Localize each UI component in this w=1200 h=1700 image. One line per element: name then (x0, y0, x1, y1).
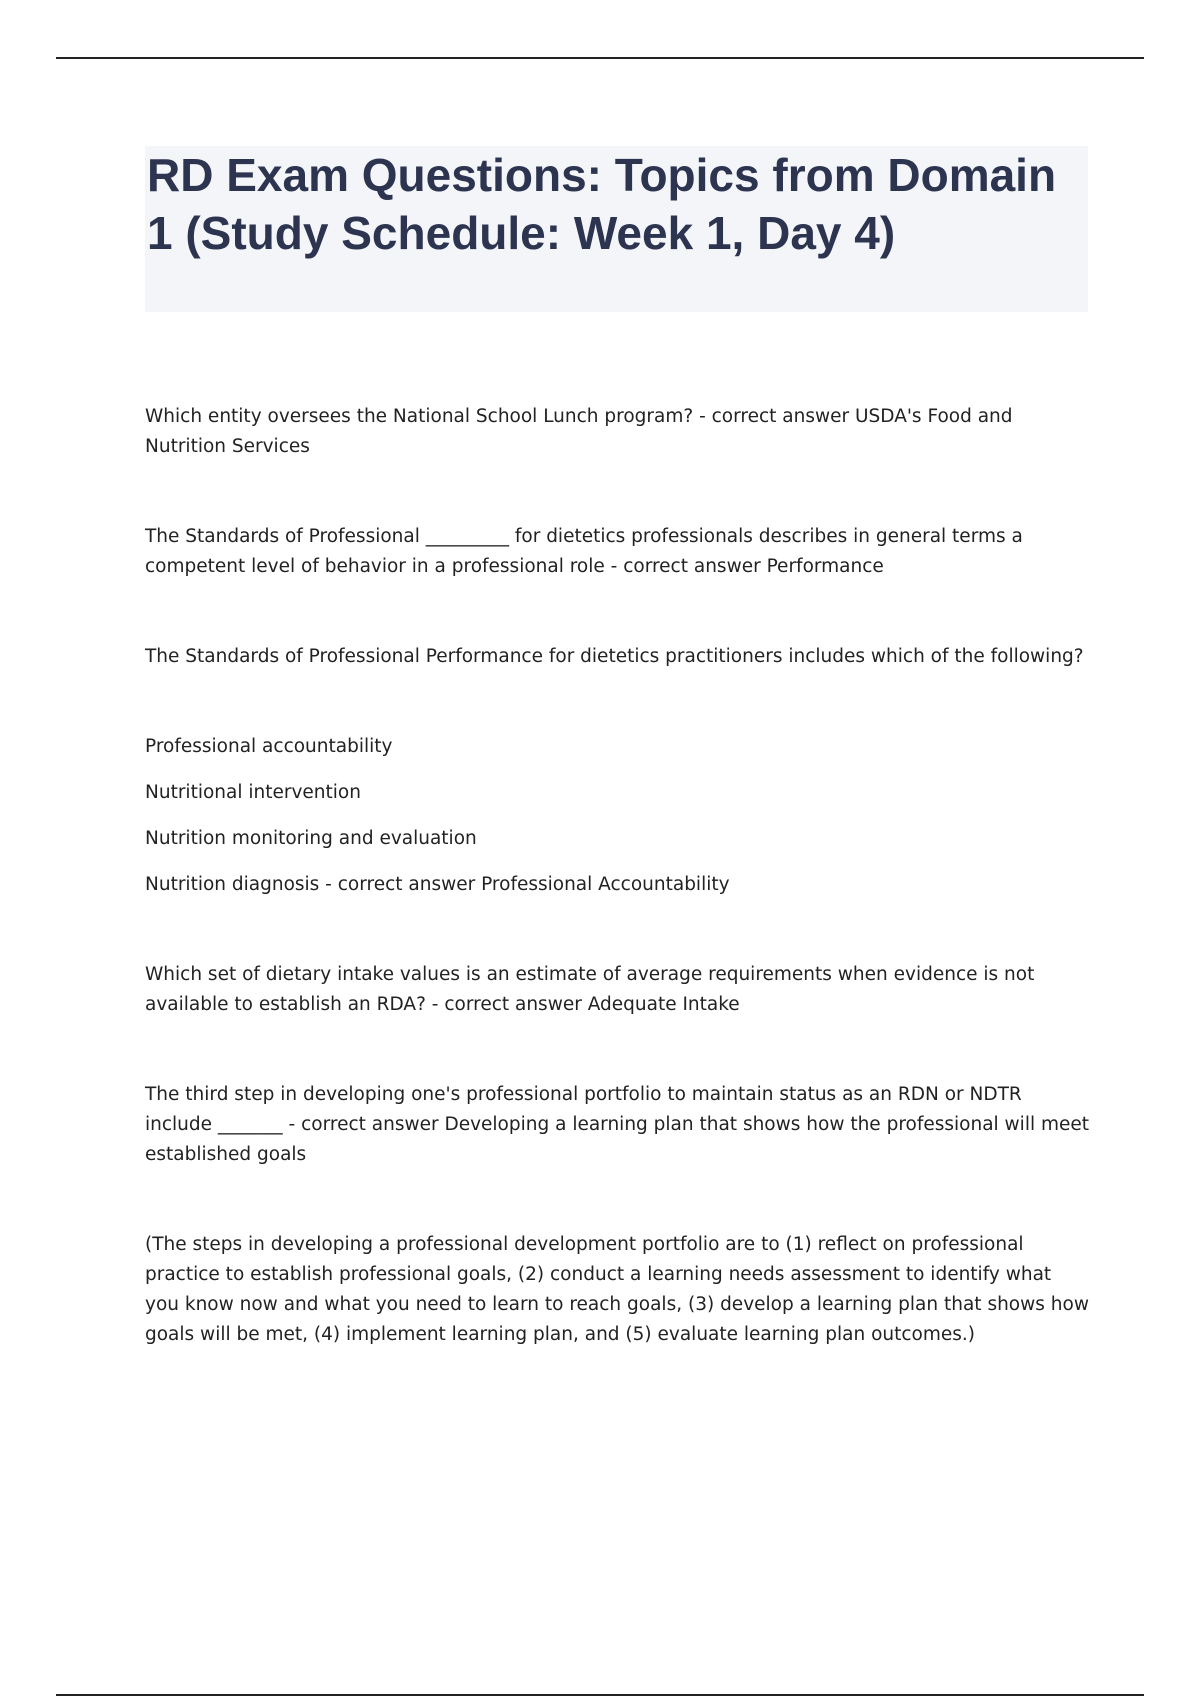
answer-option: Professional accountability (145, 736, 393, 757)
question-5: The third step in developing one's professional portfolio to maintain status as an RDN or NDTR include _______ - correct answer Developing a learning plan that shows how the professional will meet established goals (145, 1084, 1090, 1165)
question-3: The Standards of Professional Performance for dietetics practitioners includes which of the following? (145, 646, 1084, 667)
document-title: RD Exam Questions: Topics from Domain 1 (Study Schedule: Week 1, Day 4) (147, 149, 1057, 259)
question-1: Which entity oversees the National School Lunch program? - correct answer USDA's Food and Nutrition Services (145, 406, 1013, 457)
title-block (145, 146, 1088, 312)
answer-option: Nutrition diagnosis - correct answer Professional Accountability (145, 874, 730, 895)
bottom-divider (56, 1694, 1144, 1696)
top-divider (56, 57, 1144, 59)
document-body (145, 402, 1091, 1350)
question-4: Which set of dietary intake values is an estimate of average requirements when evidence is not available to establish an RDA? - correct answer Adequate Intake (145, 964, 1035, 1015)
answer-option: Nutritional intervention (145, 782, 361, 803)
answer-option: Nutrition monitoring and evaluation (145, 828, 477, 849)
question-2: The Standards of Professional _________ for dietetics professionals describes in general terms a competent level of behavior in a professional role - correct answer Performance (145, 526, 1023, 577)
question-5-note: (The steps in developing a professional development portfolio are to (1) reflect on professional practice to establish professional goals, (2) conduct a learning needs assessment to identify what you know now and what you need to learn to reach goals, (3) develop a learning plan that shows how goals will be met, (4) implement learning plan, and (5) evaluate learning plan outcomes.) (145, 1234, 1089, 1345)
